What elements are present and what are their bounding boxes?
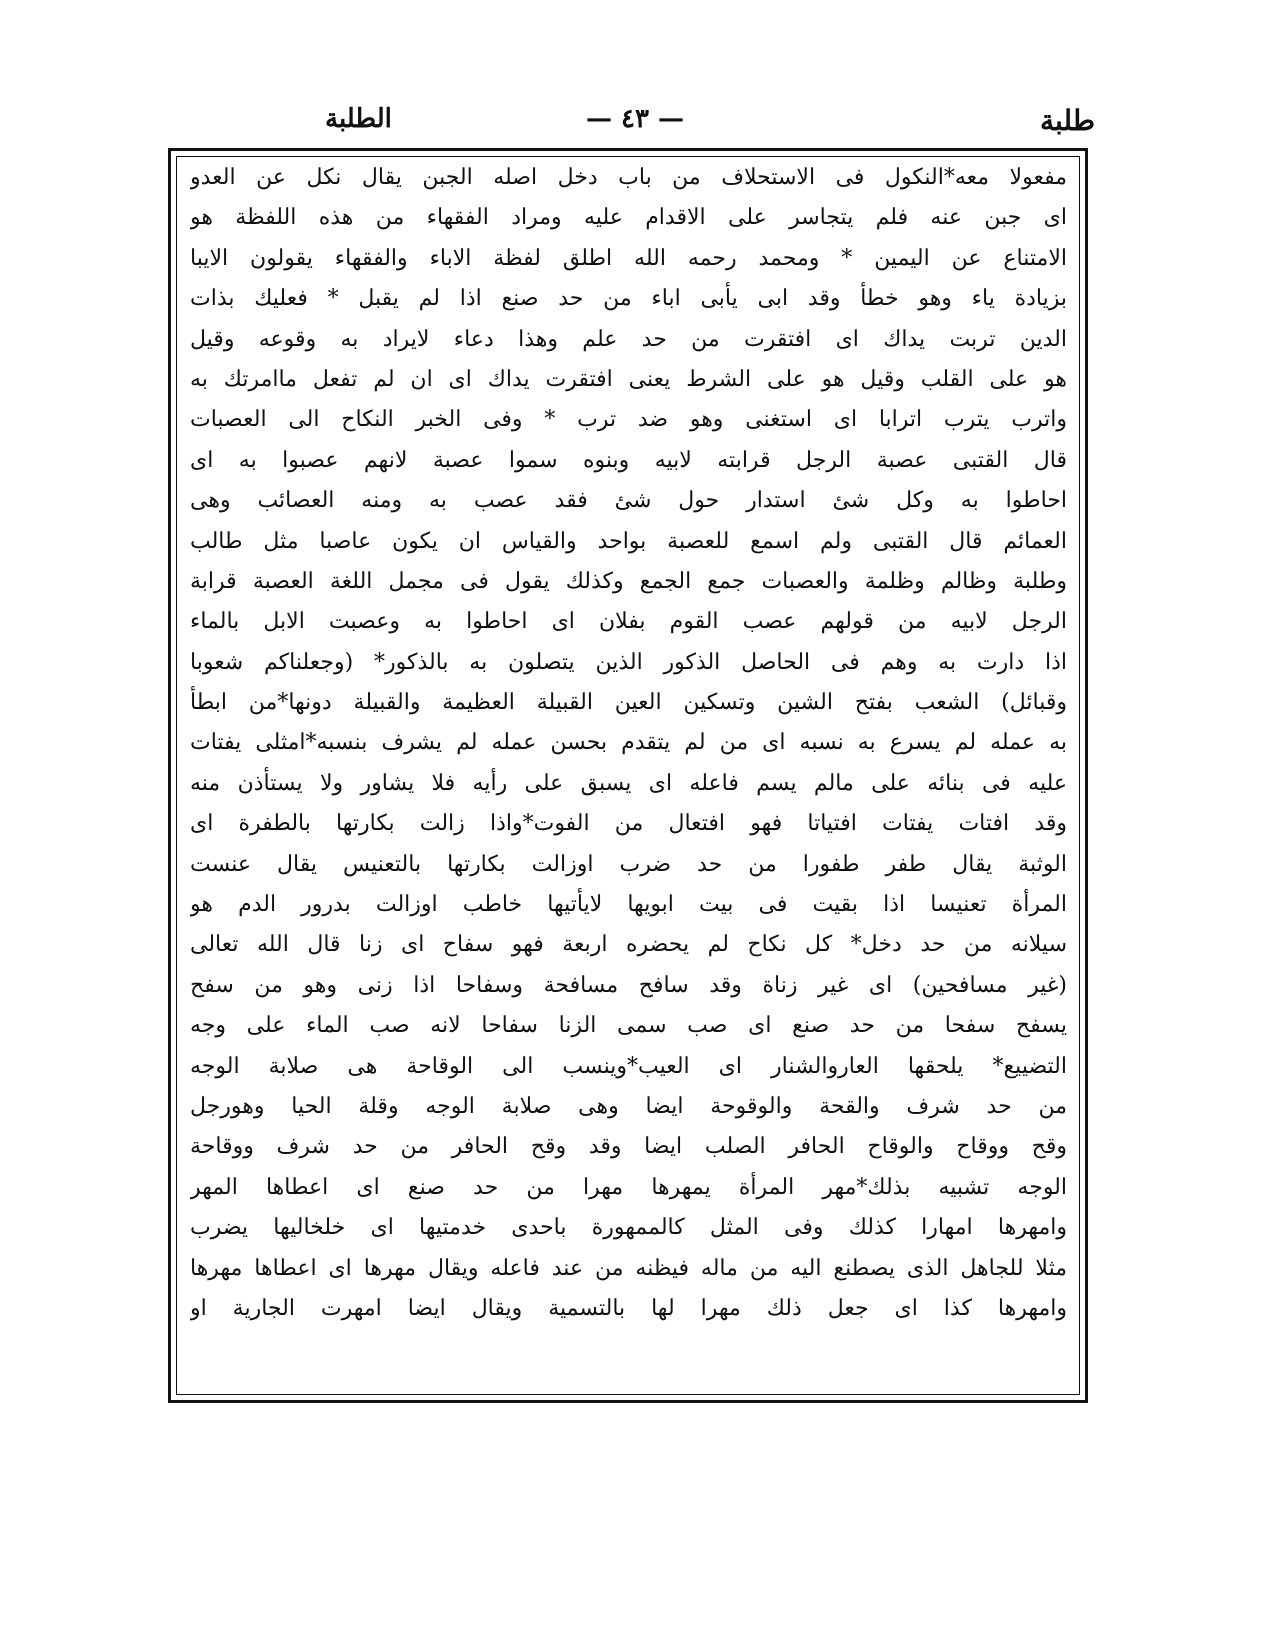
header-section-word: الطلبة — [325, 104, 392, 134]
text-line: به عمله لم يسرع به نسبه اى من لم يتقدم بحسن عمله لم يشرف بنسبه*امثلى يفتات — [190, 730, 1067, 756]
text-line: العمائم قال القتبى ولم اسمع للعصبة بواحد والقياس ان يكون عاصبا مثل طالب — [190, 528, 1067, 554]
text-line: من حد شرف والقحة والوقوحة ايضا وهى صلابة الوجه وقلة الحيا وهورجل — [190, 1093, 1067, 1119]
text-line: وقد افتات يفتات افتياتا فهو افتعال من الفوت*واذا زالت بكارتها بالطفرة اى — [190, 811, 1067, 837]
text-line: وقبائل) الشعب بفتح الشين وتسكين العين القبيلة العظيمة والقبيلة دونها*من ابطأ — [190, 690, 1067, 716]
text-line: قال القتبى عصبة الرجل قرابته لابيه وبنوه سموا عصبة لانهم عصبوا به اى — [190, 447, 1067, 473]
text-line: واترب يترب اترابا اى استغنى وهو ضد ترب * وفى الخبر النكاح الى العصبات — [190, 407, 1067, 433]
text-line: وامهرها امهارا كذلك وفى المثل كالممهورة باحدى خدمتيها اى خلخاليها يضرب — [190, 1215, 1067, 1241]
text-line: وامهرها كذا اى جعل ذلك مهرا لها بالتسمية ويقال ايضا امهرت الجارية او — [190, 1295, 1067, 1321]
text-line: احاطوا به وكل شئ استدار حول شئ فقد عصب به ومنه العصائب وهى — [190, 488, 1067, 514]
text-body — [190, 158, 1067, 1329]
text-line: هو على القلب وقيل هو على الشرط يعنى افتقرت يداك اى ان لم تفعل ماامرتك به — [190, 366, 1067, 392]
text-line: المرأة تعنيسا اذا بقيت فى بيت ابويها لايأتيها خاطب اوزالت بدرور الدم هو — [190, 892, 1067, 918]
text-line: بزيادة ياء وهو خطأ وقد ابى يأبى اباء من حد صنع اذا لم يقبل * فعليك بذات — [190, 286, 1067, 312]
page-header — [175, 104, 1095, 144]
text-line: (غير مسافحين) اى غير زناة وقد سافح مسافحة وسفاحا اذا زنى وهو من سفح — [190, 972, 1067, 998]
text-line: مثلا للجاهل الذى يصطنع اليه من ماله فيظنه من عند فاعله ويقال مهرها اى اعطاها مهرها — [190, 1255, 1067, 1281]
text-line: عليه فى بنائه على مالم يسم فاعله اى يسبق على رأيه فلا يشاور ولا يستأذن منه — [190, 770, 1067, 796]
text-line: التضييع* يلحقها العاروالشنار اى العيب*وينسب الى الوقاحة هى صلابة الوجه — [190, 1053, 1067, 1079]
text-line: مفعولا معه*النكول فى الاستحلاف من باب دخل اصله الجبن يقال نكل عن العدو — [190, 165, 1067, 190]
text-line: الوثبة يقال طفر طفورا من حد ضرب اوزالت بكارتها بالتعنيس يقال عنست — [190, 851, 1067, 877]
page-number: — ٤٣ — — [585, 104, 685, 134]
text-line: الامتناع عن اليمين * ومحمد رحمه الله اطلق لفظة الاباء والفقهاء يقولون الايبا — [190, 245, 1067, 271]
text-line: الرجل لابيه من قولهم عصب القوم بفلان اى احاطوا به وعصبت الابل بالماء — [190, 609, 1067, 635]
text-line: الدين تربت يداك اى افتقرت من حد علم وهذا دعاء لايراد به وقوعه وقيل — [190, 326, 1067, 352]
text-line: اى جبن عنه فلم يتجاسر على الاقدام عليه ومراد الفقهاء من هذه اللفظة هو — [190, 205, 1067, 231]
text-line: يسفح سفحا من حد صنع اى صب سمى الزنا سفاحا لانه صب الماء على وجه — [190, 1013, 1067, 1039]
text-line: وقح ووقاح والوقاح الحافر الصلب ايضا وقد وقح الحافر من حد شرف ووقاحة — [190, 1134, 1067, 1160]
text-line: سيلانه من حد دخل* كل نكاح لم يحضره اربعة فهو سفاح اى زنا قال الله تعالى — [190, 932, 1067, 958]
text-line: وطلبة وظالم وظلمة والعصبات جمع الجمع وكذلك يقول فى مجمل اللغة العصبة قرابة — [190, 568, 1067, 594]
text-line: اذا دارت به وهم فى الحاصل الذكور الذين يتصلون به بالذكور* (وجعلناكم شعوبا — [190, 649, 1067, 675]
text-line: الوجه تشبيه بذلك*مهر المرأة يمهرها مهرا من حد صنع اى اعطاها المهر — [190, 1174, 1067, 1200]
header-entry-word: طلبة — [1039, 104, 1095, 137]
